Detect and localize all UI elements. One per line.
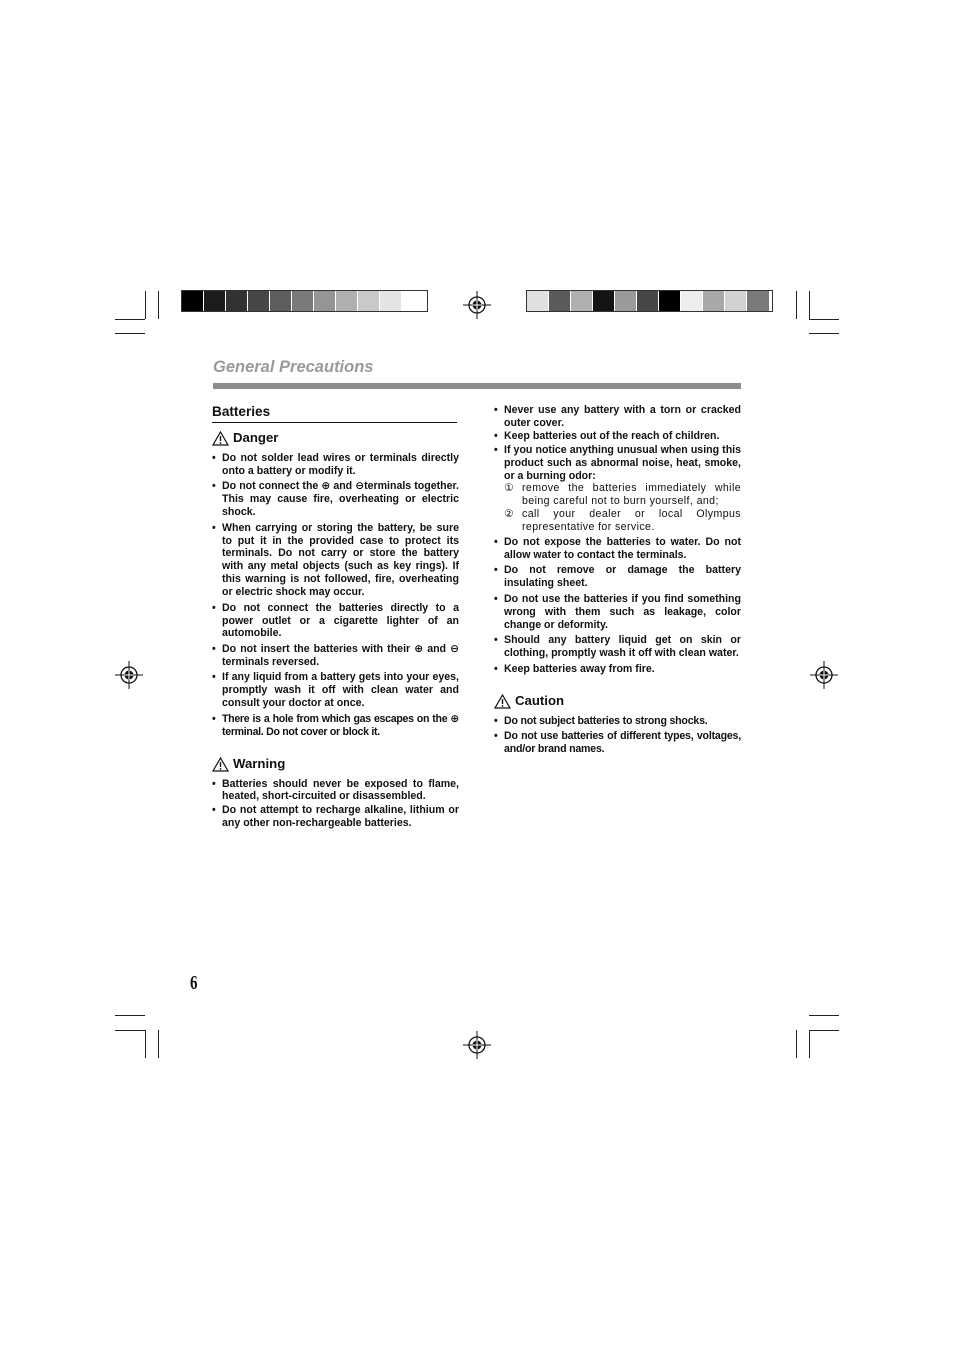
sub-item-text: remove the batteries immediately while being careful not to burn yourself, and; — [522, 482, 741, 508]
color-swatch — [182, 291, 204, 311]
sub-item — [504, 482, 741, 508]
list-item: • Do not use the batteries if you find something wrong with them such as leakage, color change or deformity. — [494, 593, 741, 632]
caution-heading-label: Caution — [515, 692, 565, 708]
warning-heading-label: Warning — [233, 755, 286, 771]
color-swatch — [615, 291, 637, 311]
color-swatch — [402, 291, 424, 311]
registration-mark-icon — [115, 661, 143, 689]
caution-heading — [494, 694, 741, 709]
danger-heading-label: Danger — [233, 429, 279, 445]
registration-mark-icon — [463, 1031, 491, 1059]
list-item: • Do not attempt to recharge alkaline, lithium or any other non-rechargeable batteries. — [212, 804, 459, 830]
batteries-heading: Batteries — [212, 406, 457, 423]
list-item: • Do not insert the batteries with their ⊕ and ⊖ terminals reversed. — [212, 643, 459, 669]
list-item: • Do not connect the ⊕ and ⊖terminals together. This may cause fire, overheating or electric shock. — [212, 480, 459, 519]
crop-mark — [809, 1030, 810, 1058]
warning-triangle-icon — [494, 694, 511, 709]
list-item: • Do not use batteries of different types, voltages, and/or brand names. — [494, 730, 741, 756]
list-item — [494, 444, 741, 534]
crop-mark — [809, 1030, 839, 1031]
color-swatch — [204, 291, 226, 311]
list-item: • Do not solder lead wires or terminals directly onto a battery or modify it. — [212, 452, 459, 478]
list-item: • Do not expose the batteries to water. Do not allow water to contact the terminals. — [494, 536, 741, 562]
crop-mark — [809, 1015, 839, 1016]
crop-mark — [796, 1030, 797, 1058]
color-swatch — [571, 291, 593, 311]
section-title: General Precautions — [213, 358, 374, 376]
page-number: 6 — [190, 972, 198, 994]
crop-mark — [796, 291, 797, 319]
warning-list — [212, 778, 459, 830]
precautions-list — [494, 404, 741, 676]
crop-mark — [158, 291, 159, 319]
left-column — [212, 406, 459, 830]
color-swatch — [336, 291, 358, 311]
color-calibration-bar-right — [526, 290, 773, 312]
crop-mark — [809, 291, 810, 319]
list-item: • Keep batteries away from fire. — [494, 663, 741, 676]
list-item: • Never use any battery with a torn or cracked outer cover. — [494, 404, 741, 430]
color-swatch — [248, 291, 270, 311]
color-swatch — [681, 291, 703, 311]
list-item: • Keep batteries out of the reach of children. — [494, 430, 741, 443]
color-swatch — [549, 291, 571, 311]
caution-list — [494, 715, 741, 756]
sub-item-text: call your dealer or local Olympus representative for service. — [522, 508, 741, 534]
color-swatch — [747, 291, 769, 311]
sub-item-number: ① — [504, 482, 514, 495]
list-item-text: If you notice anything unusual when using this product such as abnormal noise, heat, smoke, or a burning odor: — [504, 443, 741, 482]
color-swatch — [527, 291, 549, 311]
warning-triangle-icon — [212, 757, 229, 772]
crop-mark — [115, 319, 145, 320]
color-swatch — [725, 291, 747, 311]
color-swatch — [314, 291, 336, 311]
right-column — [494, 404, 741, 758]
registration-mark-icon — [463, 291, 491, 319]
list-item: • Batteries should never be exposed to flame, heated, short-circuited or disassembled. — [212, 778, 459, 804]
danger-heading — [212, 431, 459, 446]
registration-mark-icon — [810, 661, 838, 689]
list-item: • When carrying or storing the battery, be sure to put it in the provided case to protect its terminals. Do not carry or store the battery with any metal objects (such as key rings). If this warning is not followed, fire, overheating or electric shock may occur. — [212, 522, 459, 599]
crop-mark — [158, 1030, 159, 1058]
color-swatch — [637, 291, 659, 311]
list-item: • Should any battery liquid get on skin or clothing, promptly wash it off with clean water. — [494, 634, 741, 660]
danger-list — [212, 452, 459, 739]
list-item: • If any liquid from a battery gets into your eyes, promptly wash it off with clean water and consult your doctor at once. — [212, 671, 459, 710]
list-item: • Do not connect the batteries directly to a power outlet or a cigarette lighter of an automobile. — [212, 602, 459, 641]
list-item: • Do not remove or damage the battery insulating sheet. — [494, 564, 741, 590]
sub-item-number: ② — [504, 508, 514, 521]
color-swatch — [380, 291, 402, 311]
color-calibration-bar-left — [181, 290, 428, 312]
color-swatch — [358, 291, 380, 311]
sub-item — [504, 508, 741, 534]
color-swatch — [703, 291, 725, 311]
color-swatch — [292, 291, 314, 311]
list-item: • There is a hole from which gas escapes on the ⊕ terminal. Do not cover or block it. — [212, 713, 459, 739]
crop-mark — [145, 291, 146, 319]
crop-mark — [115, 1030, 145, 1031]
color-swatch — [593, 291, 615, 311]
warning-heading — [212, 757, 459, 772]
list-item: • Do not subject batteries to strong shocks. — [494, 715, 741, 728]
color-swatch — [270, 291, 292, 311]
crop-mark — [809, 319, 839, 320]
color-swatch — [226, 291, 248, 311]
title-rule — [213, 383, 741, 389]
crop-mark — [145, 1030, 146, 1058]
warning-triangle-icon — [212, 431, 229, 446]
color-swatch — [659, 291, 681, 311]
crop-mark — [809, 333, 839, 334]
crop-mark — [115, 333, 145, 334]
crop-mark — [115, 1015, 145, 1016]
